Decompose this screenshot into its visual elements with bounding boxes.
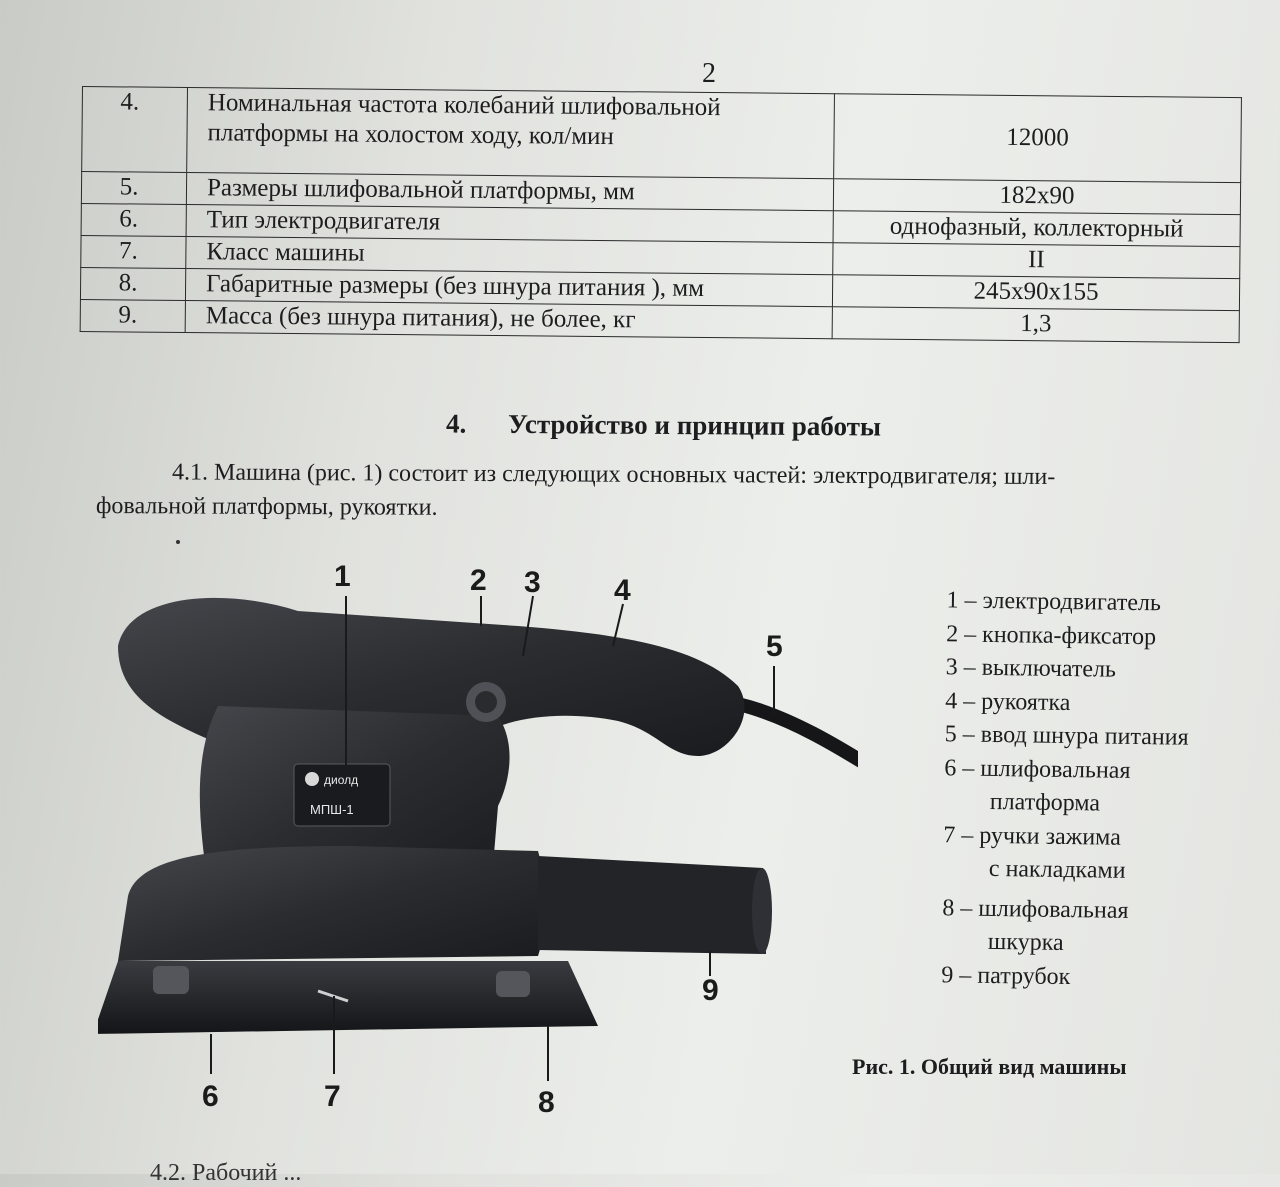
callout-3: 3	[524, 566, 541, 599]
callout-8: 8	[538, 1086, 555, 1119]
row-value: однофазный, коллекторный	[833, 211, 1240, 247]
dust-port	[538, 856, 766, 954]
row-description	[187, 88, 835, 179]
power-cord	[738, 704, 858, 778]
row-value: 12000	[834, 94, 1242, 183]
brand-label: диолд	[324, 773, 359, 787]
row-value: 245x90x155	[832, 275, 1239, 311]
legend-item-continuation: платформа	[989, 788, 1101, 817]
callout-6: 6	[202, 1080, 219, 1113]
callout-9: 9	[702, 974, 719, 1007]
callout-2: 2	[470, 564, 487, 597]
clamp-lever	[496, 971, 530, 997]
section-heading	[446, 408, 881, 442]
row-number: 8.	[80, 267, 185, 300]
row-description-line: Номинальная частота колебаний шлифовальной	[207, 89, 721, 122]
row-value: 1,3	[832, 307, 1239, 343]
row-number: 9.	[80, 299, 185, 332]
row-description: Габаритные размеры (без шнура питания ), мм	[185, 269, 832, 307]
legend-item: 2 – кнопка-фиксатор	[945, 620, 1157, 650]
paragraph-line: фовальной платформы, рукоятки.	[95, 492, 438, 521]
legend-item: 6 – шлифовальная	[944, 754, 1131, 784]
figure-legend	[941, 584, 1191, 995]
orbital-sander-illustration	[98, 556, 858, 1136]
legend-item: 8 – шлифовальная	[942, 894, 1129, 924]
legend-item: 5 – ввод шнура питания	[944, 721, 1189, 751]
section-number: 4.	[445, 408, 467, 439]
callout-7: 7	[324, 1080, 341, 1113]
section-title: Устройство и принцип работы	[507, 408, 882, 442]
paragraph-line: 4.1. Машина (рис. 1) состоит из следующих основных частей: электродвигателя; шли-	[172, 459, 1056, 491]
clamp-lever	[153, 966, 189, 994]
legend-item: 3 – выключатель	[945, 654, 1117, 683]
row-value: II	[833, 243, 1240, 279]
row-number: 5.	[81, 172, 186, 205]
body-paragraph	[96, 455, 1246, 529]
row-description: Размеры шлифовальной платформы, мм	[186, 173, 833, 211]
legend-item-continuation: с накладками	[988, 855, 1126, 884]
specification-table	[80, 86, 1242, 343]
legend-item: 1 – электродвигатель	[946, 587, 1162, 617]
legend-item-continuation: шкурка	[987, 928, 1064, 956]
row-number: 6.	[81, 203, 186, 236]
table-row	[82, 87, 1242, 183]
legend-item: 4 – рукоятка	[945, 687, 1071, 716]
row-value: 182x90	[833, 179, 1240, 215]
lower-body	[118, 846, 546, 961]
callout-1: 1	[334, 560, 351, 593]
legend-item: 9 – патрубок	[941, 961, 1071, 990]
callout-4: 4	[614, 574, 631, 607]
sander-figure	[98, 556, 858, 1136]
model-label: МПШ-1	[310, 802, 354, 817]
figure-caption: Рис. 1. Общий вид машины	[852, 1054, 1127, 1079]
row-number: 7.	[81, 235, 186, 268]
row-description: Класс машины	[186, 237, 833, 275]
page-number: 2	[702, 58, 716, 89]
stray-mark	[176, 540, 180, 544]
cut-off-text: 4.2. Рабочий ...	[150, 1160, 302, 1186]
row-description-line: платформы на холостом ходу, кол/мин	[207, 119, 615, 151]
row-description: Масса (без шнура питания), не более, кг	[185, 301, 832, 339]
row-number: 4.	[82, 87, 188, 173]
row-description: Тип электродвигателя	[186, 205, 833, 243]
callout-5: 5	[766, 630, 783, 663]
legend-item: 7 – ручки зажима	[943, 821, 1122, 851]
